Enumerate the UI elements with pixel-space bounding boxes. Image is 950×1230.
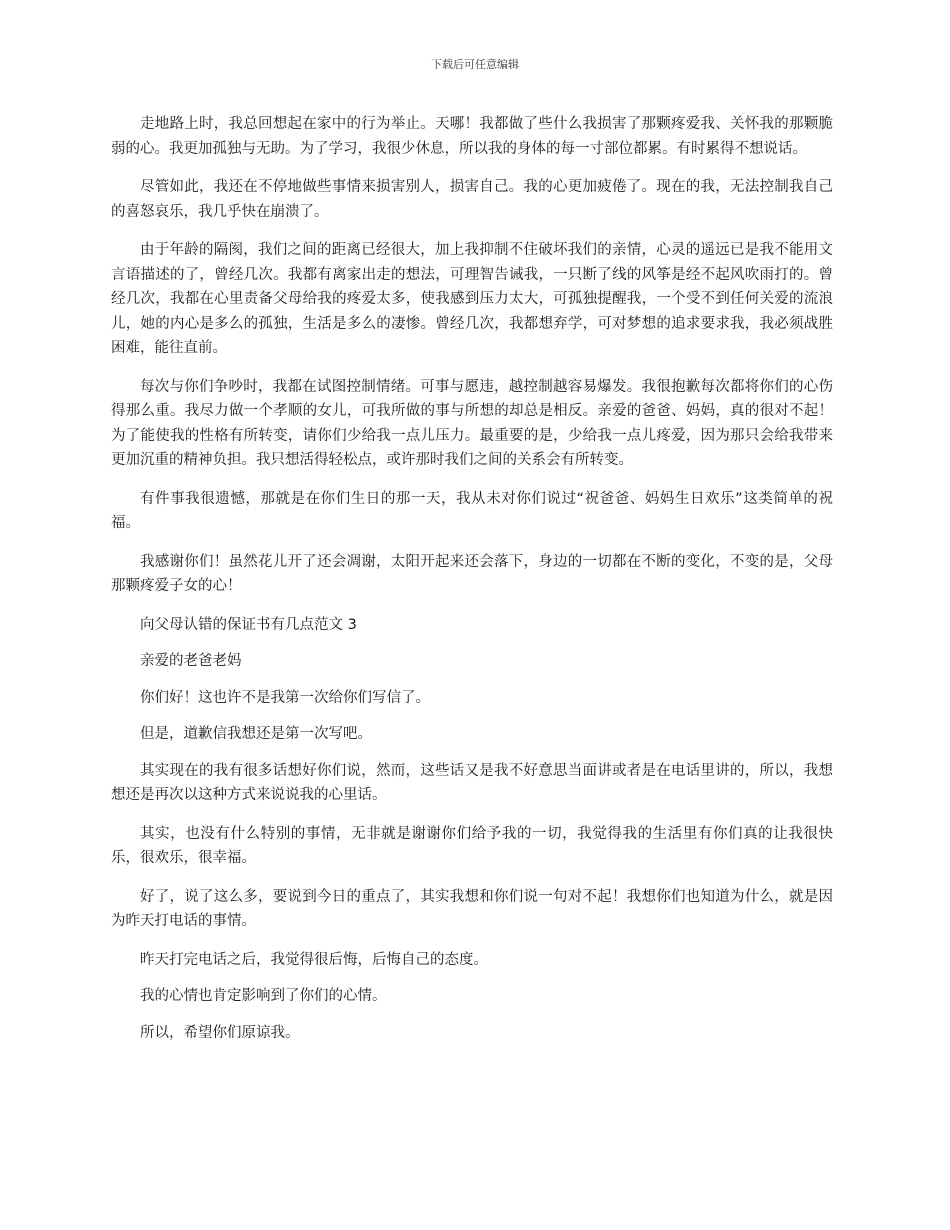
document-body	[111, 112, 833, 1057]
section-heading: 向父母认错的保证书有几点范文 3	[140, 616, 357, 633]
paragraph: 其实，也没有什么特别的事情，无非就是谢谢你们给予我的一切，我觉得我的生活里有你们真的让我很快乐，很欢乐，很幸福。	[111, 825, 833, 866]
paragraph: 所以，希望你们原谅我。	[140, 1024, 300, 1041]
paragraph: 你们好！这也许不是我第一次给你们写信了。	[140, 689, 430, 706]
paragraph: 每次与你们争吵时，我都在试图控制情绪。可事与愿违，越控制越容易爆发。我很抱歉每次都将你们的心伤得那么重。我尽力做一个孝顺的女儿，可我所做的事与所想的却总是相反。亲爱的爸爸、妈妈，真的很对不起！为了能使我的性格有所转变，请你们少给我一点儿压力。最重要的是，少给我一点儿疼爱，因为那只会给我带来更加沉重的精神负担。我只想活得轻松点，或许那时我们之间的关系会有所转变。	[111, 378, 833, 468]
paragraph: 有件事我很遗憾，那就是在你们生日的那一天，我从未对你们说过“祝爸爸、妈妈生日欢乐”这类简单的祝福。	[111, 490, 833, 531]
paragraph: 昨天打完电话之后，我觉得很后悔，后悔自己的态度。	[140, 951, 488, 968]
page-header: 下载后可任意编辑	[431, 58, 519, 71]
paragraph: 我感谢你们！虽然花儿开了还会凋谢，太阳开起来还会落下，身边的一切都在不断的变化，不变的是，父母那颗疼爱子女的心！	[111, 553, 833, 594]
paragraph: 由于年龄的隔阂，我们之间的距离已经很大，加上我抑制不住破坏我们的亲情，心灵的遥远已是我不能用文言语描述的了，曾经几次。我都有离家出走的想法，可理智告诫我，一只断了线的风筝是经不起风吹雨打的。曾经几次，我都在心里责备父母给我的疼爱太多，使我感到压力太大，可孤独提醒我，一个受不到任何关爱的流浪儿，她的内心是多么的孤独，生活是多么的凄惨。曾经几次，我都想弃学，可对梦想的追求要求我，我必须战胜困难，能往直前。	[111, 242, 833, 356]
paragraph: 好了，说了这么多，要说到今日的重点了，其实我想和你们说一句对不起！我想你们也知道为什么，就是因为昨天打电话的事情。	[111, 888, 833, 929]
paragraph: 尽管如此，我还在不停地做些事情来损害别人，损害自己。我的心更加疲倦了。现在的我，无法控制我自己的喜怒哀乐，我几乎快在崩溃了。	[111, 179, 833, 220]
paragraph: 我的心情也肯定影响到了你们的心情。	[140, 988, 387, 1004]
paragraph: 但是，道歉信我想还是第一次写吧。	[140, 726, 372, 742]
paragraph: 其实现在的我有很多话想好你们说，然而，这些话又是我不好意思当面讲或者是在电话里讲的，所以，我想想还是再次以这种方式来说说我的心里话。	[111, 762, 833, 803]
salutation: 亲爱的老爸老妈	[140, 653, 242, 669]
paragraph: 走地路上时，我总回想起在家中的行为举止。天哪！我都做了些什么我损害了那颗疼爱我、关怀我的那颗脆弱的心。我更加孤独与无助。为了学习，我很少休息，所以我的身体的每一寸部位都累。有时累得不想说话。	[111, 116, 833, 157]
